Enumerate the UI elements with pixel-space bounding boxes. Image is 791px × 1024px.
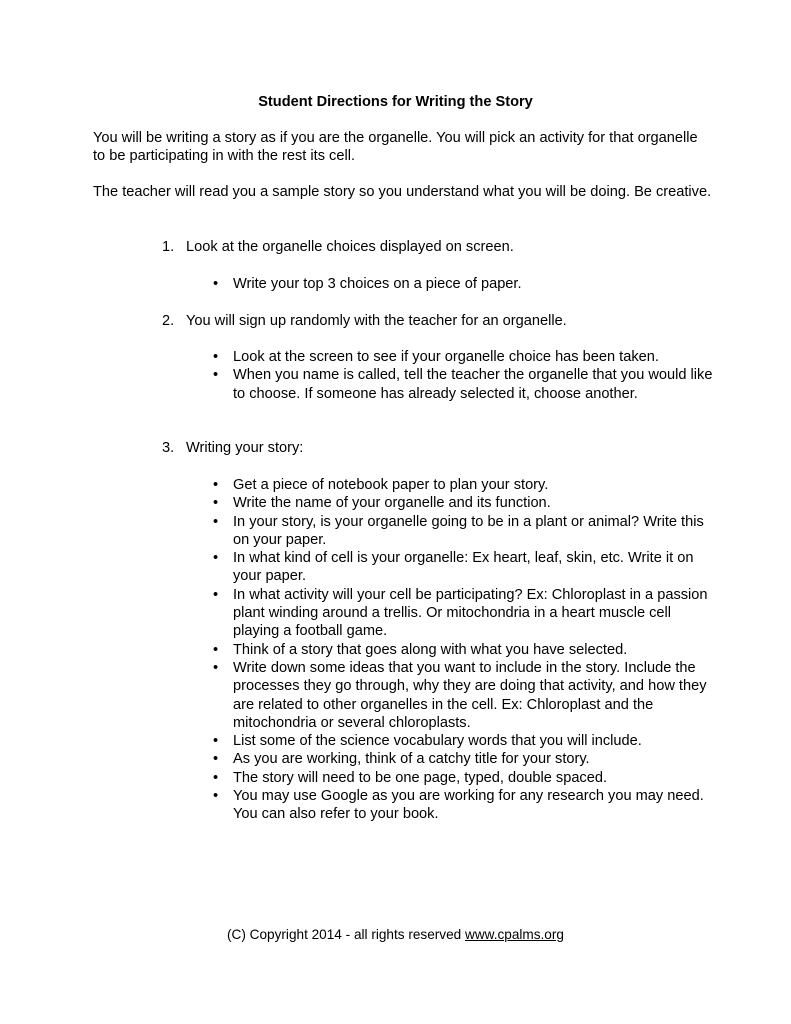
bullet-text: You may use Google as you are working for any research you may need. You can also refer to your book.: [233, 788, 704, 823]
bullet-text: Get a piece of notebook paper to plan your story.: [233, 477, 549, 493]
bullet-icon: •: [213, 276, 219, 292]
bullet-text: The story will need to be one page, typed, double spaced.: [233, 769, 608, 786]
list-item: [213, 769, 713, 787]
bullet-text: In your story, is your organelle going to be in a plant or animal? Write this on your paper.: [233, 513, 704, 548]
list-item: [213, 275, 713, 293]
list-item: [213, 732, 713, 750]
list-item: [213, 750, 713, 768]
list-item: [213, 659, 713, 732]
bullet-text: Write the name of your organelle and its function.: [233, 495, 551, 512]
list-item: [213, 348, 713, 366]
bullet-text: As you are working, think of a catchy title for your story.: [233, 751, 590, 768]
bullet-text: Look at the screen to see if your organelle choice has been taken.: [233, 349, 659, 365]
bullet-text: Think of a story that goes along with what you have selected.: [233, 641, 628, 658]
bullet-icon: •: [213, 477, 219, 493]
bullet-text: In what kind of cell is your organelle: Ex heart, leaf, skin, etc. Write it on your paper.: [233, 550, 694, 585]
bullet-text: In what activity will your cell be participating? Ex: Chloroplast in a passion plant winding around a trellis. Or mitochondria in a heart muscle cell playing a football game.: [233, 586, 708, 640]
bullet-icon: •: [213, 367, 219, 384]
list-item: [213, 513, 713, 550]
bullet-text: List some of the science vocabulary words that you will include.: [233, 733, 642, 750]
bullet-icon: •: [213, 641, 219, 658]
step-2-bullet-list: [213, 348, 713, 403]
copyright-text: (C) Copyright 2014 - all rights reserved: [227, 927, 465, 942]
list-item: [213, 366, 713, 403]
cpalms-link[interactable]: www.cpalms.org: [465, 927, 564, 942]
bullet-text: Write your top 3 choices on a piece of paper.: [233, 276, 522, 292]
step-number: 3.: [162, 440, 175, 456]
bullet-icon: •: [213, 788, 219, 805]
intro-paragraph-1: You will be writing a story as if you are the organelle. You will pick an activity for that organelle to be participating in with the rest its cell.: [93, 130, 698, 165]
step-1-bullet-list: [213, 275, 713, 293]
bullet-icon: •: [213, 550, 219, 567]
step-text: You will sign up randomly with the teacher for an organelle.: [186, 313, 567, 329]
bullet-icon: •: [213, 513, 219, 530]
bullet-icon: •: [213, 769, 219, 786]
bullet-icon: •: [213, 495, 219, 512]
bullet-icon: •: [213, 349, 219, 365]
step-number: 2.: [162, 313, 175, 329]
page-title: Student Directions for Writing the Story: [258, 94, 533, 110]
bullet-icon: •: [213, 733, 219, 750]
bullet-icon: •: [213, 751, 219, 768]
bullet-text: When you name is called, tell the teacher the organelle that you would like to choose. If someone has already selected it, choose another.: [233, 367, 713, 402]
list-item: [213, 549, 713, 586]
bullet-icon: •: [213, 659, 219, 676]
list-item: [213, 476, 713, 494]
bullet-text: Write down some ideas that you want to include in the story. Include the processes they go through, why they are doing that activity, and how they are related to other organelles in the cell. Ex: Chloroplast and the mitochondria or several chloroplasts.: [233, 659, 707, 731]
step-3-bullet-list: [213, 476, 713, 824]
list-item: [213, 787, 713, 824]
intro-paragraph-2: The teacher will read you a sample story so you understand what you will be doing. Be creative.: [93, 184, 712, 200]
list-item: [213, 586, 713, 641]
bullet-icon: •: [213, 586, 219, 603]
list-item: [213, 494, 713, 512]
step-text: Look at the organelle choices displayed on screen.: [186, 239, 514, 255]
step-text: Writing your story:: [186, 440, 304, 456]
list-item: [213, 641, 713, 659]
step-number: 1.: [162, 239, 175, 255]
copyright-footer: [0, 926, 791, 943]
